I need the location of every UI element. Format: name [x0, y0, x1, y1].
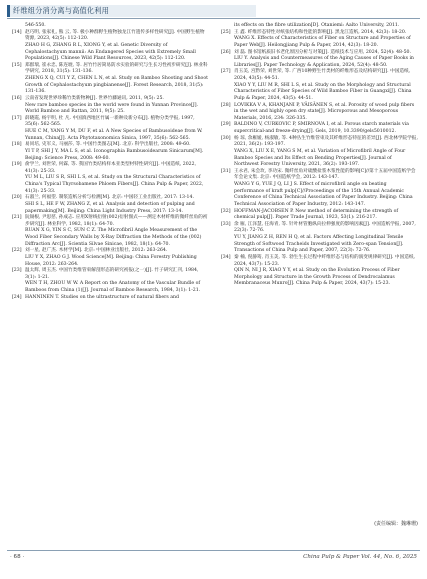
- reference-text: BALDINO V, CURKOVIC P, SMIRNOVA I, et al. Porous starch materials via supercritical-and freeze-drying[J]. Gels, 2019, 10.3390/gels5010012.: [234, 122, 409, 134]
- reference-entry: [12, 30, 209, 43]
- reference-entry: [221, 56, 418, 69]
- reference-entry: [12, 195, 209, 202]
- reference-entry: [12, 76, 209, 96]
- reference-text: 易同培, 史军义, 马丽莎, 等. 中国竹类图志[M]. 北京: 科学出版社, 2008: 49-60.: [25, 142, 191, 148]
- reference-entry: [221, 23, 418, 30]
- footer-rule: [7, 550, 420, 551]
- reference-entry: [12, 63, 209, 76]
- reference-text: 温太辉, 周玉杰. 中国竹类维管束解剖形态的研究初报(之一)[J]. 竹子研究汇刊, 1984, 3(1): 1-21.: [25, 268, 199, 280]
- reference-text: 赵巧明, 张家礼, 熊 云, 等. 极小种群野生植物独龙江竹遗传多样性研究[J]. 中国野生植物资源, 2023, 42(5): 112-120.: [25, 29, 205, 42]
- reference-text: LIU Y. Analysis and Countermeasures of the Aging Causes of Paper Books in Libraries[J]. Paper Technology & Application, 2024, 52(4): 48-50.: [234, 56, 414, 68]
- reference-number: [31]: [221, 168, 231, 174]
- reference-text: RUAN X G, YIN S C, SUN C Z. The Microfibril Angle Measurement of the Wood Fiber Secondary Walls by X-Ray Diffraction the Methods of the (002) Diffraction Arc[J]. Scientia Silvae Sinicae, 1982, 18(1): 64-70.: [25, 228, 202, 247]
- journal-footer: China Pulp & Paper Vol. 44, No. 6, 2025: [303, 554, 417, 560]
- reference-text: New rare bamboo species in the world were found in Yunnan Province[J]. World Bamboo and Rattan, 2011, 9(5): 25.: [25, 102, 199, 115]
- reference-entry: [221, 182, 418, 209]
- header-rule: [7, 18, 420, 19]
- reference-number: [20]: [12, 195, 22, 201]
- reference-text: ZHAO H G, ZHANG R L, XIONG Y, et al. Genetic Diversity of Cephalostachyum mannii: An Endangered Species with Extremely Small Populations[J]. Chinese Wild Plant Resources, 2023, 42(5): 112-120.: [25, 42, 196, 62]
- reference-entry: [12, 268, 209, 281]
- reference-entry: [12, 23, 209, 30]
- reference-text: 肖玉美, 宫黔荣, 刘世荣, 等. 广西10种野生竹类材的纤维形态及结构研究[J]. 中国造纸, 2024, 43(5): 44-51.: [234, 69, 411, 81]
- reference-number: [24]: [12, 294, 22, 300]
- reference-text: YI T P, SHI J Y, MA L S, et al. Iconographia Bambusoidearum Sinicarum[M]. Beijing: Science Press, 2008: 49-60.: [25, 148, 204, 161]
- reference-entry: [12, 202, 209, 215]
- reference-entry: [12, 162, 209, 175]
- reference-entry: [221, 268, 418, 288]
- reference-entry: [221, 83, 418, 103]
- reference-entry: [221, 255, 418, 268]
- reference-text: 杨 琼, 余雁媛, 杨淑敏, 等. 4种丛生竹维管束及其纤维形态特征的差异[J]. 西北林学院学报, 2021, 36(2): 193-197.: [234, 135, 418, 148]
- reference-entry: [12, 175, 209, 195]
- reference-text: 阮锡根, 尹思慈, 孙成志. 应用X射线衍射(002)衍射图式——测定木材纤维的微纤丝角的初步研究[J]. 林业科学, 1982, 18(1): 64-70.: [25, 215, 208, 227]
- reference-number: [33]: [221, 221, 231, 227]
- reference-entry: [221, 36, 418, 49]
- reference-number: [27]: [221, 69, 231, 75]
- reference-text: 刘一星, 赵广杰. 木材学[M]. 北京: 中国林业出版社, 2012: 263-264.: [25, 248, 168, 254]
- reference-text: 俞学兰, 刘世荣, 何霖, 等. 我国竹类结构样本亚类型材特性研究[J]. 中国造纸, 2022, 41(3): 25-33.: [25, 162, 197, 174]
- reference-entry: [12, 295, 209, 302]
- reference-text: 王永君, 朱会玫, 李功宋. 微纤丝角对硫酸盐浆木浆性能的影响[C]//第十五届中国造纸学会年会论文集. 北京: 中国造纸学会, 2012: 143-147.: [234, 168, 416, 181]
- reference-text: HUE C M, YANG Y M, DU F, et al. A New Species of Bambusoideae from W. Yunnan, China[J]. Acta Phytotaxonomica Sinica, 1997, 35(6): 562-565.: [25, 129, 203, 141]
- reference-number: [28]: [221, 102, 231, 108]
- reference-entry: [12, 142, 209, 149]
- reference-entry: [12, 281, 209, 294]
- reference-text: 郑群瑞, 崔永忠, 陈连琥, 等. 居竹竹居简易防水实验的研究与生长习性初步研究[J]. 林业科学研究, 2018, 31(5): 131-136.: [25, 62, 208, 75]
- reference-text: HANNINEN T. Studies on the ultrastructure of natural fibers and: [25, 294, 179, 300]
- reference-text: 秦 楠, 倪静筠, 肖玉美, 等. 勃生生长过程中纤维形态与结构的演变规律研究[J]. 中国造纸, 2024, 43(7): 15-23.: [234, 254, 415, 267]
- reference-text: HOFFMAN-JACOBSEN P. New method of determining the strength of chemical pulp[J]. Paper Trade Journal, 1923, 53(1): 216-217.: [234, 208, 399, 221]
- reference-text: WANG X. Effects of Characteristics of Fiber on Structure and Properties of Paper Web[J]. Heilongjiang Pulp & Paper, 2014, 42(3): 18-20.: [234, 36, 411, 48]
- reference-number: [15]: [12, 62, 22, 68]
- reference-number: [23]: [12, 268, 22, 274]
- reference-number: [14]: [12, 29, 22, 35]
- section-header: 纤维组分消分离与高值化利用: [7, 5, 256, 17]
- reference-text: 云南省发现世界珍稀竹类新物种[J]. 世界竹藤通讯, 2011, 9(5): 25.: [25, 95, 164, 101]
- reference-text: SHI S L, HE F W, ZHANG Z, et al. Analysis and detection of pulping and papermaking[M]. Beijing: China Light Industry Press, 2017: 13-14.: [25, 201, 195, 214]
- reference-text: YU Y, JIANG Z H, REN H Q, et al. Factors Affecting Longitudinal Tensile Strength of Softwood Tracheids Investigated with Zero-span Tension[J]. Transactions of China Pulp and Paper, 2007, 22(3): 72-76.: [234, 235, 404, 254]
- reference-number: [26]: [221, 49, 231, 55]
- reference-number: [18]: [12, 142, 22, 148]
- reference-number: [32]: [221, 208, 231, 214]
- reference-entry: [12, 215, 209, 228]
- reference-text: 余 雁, 江泽慧, 任海青, 等. 针叶材管胞纵向拉伸强度的影响因素[J]. 中国造纸学报, 2007, 22(3): 72-76.: [234, 221, 416, 234]
- reference-number: [21]: [12, 215, 22, 221]
- reference-number: [34]: [221, 254, 231, 260]
- reference-entry: [221, 149, 418, 169]
- reference-entry: [12, 43, 209, 63]
- reference-number: [25]: [221, 29, 231, 35]
- reference-entry: [221, 122, 418, 135]
- reference-number: [22]: [12, 248, 22, 254]
- reference-number: [17]: [12, 115, 22, 121]
- reference-entry: [12, 116, 209, 129]
- reference-entry: [12, 103, 209, 116]
- reference-text: LIU Y X, ZHAO G J. Wood Science[M]. Beijing: China Forestry Publishing House, 2012: 263-264.: [25, 254, 197, 267]
- reference-number: [30]: [221, 135, 231, 141]
- reference-number: [16]: [12, 95, 22, 101]
- reference-text: YANG X, LIU X E, YANG S M, et al. Variation of Microfibril Angle of Four Bamboo Species and Its Effect on Bending Properties[J]. Journal of Northwest Forestry University, 2021, 36(2): 193-197.: [234, 148, 406, 168]
- references-right-column: [221, 23, 418, 288]
- reference-text: YU M L, LIU S R, SHI L S, et al. Study on the Structural Characteristics of China's Typical Thyrsobamene Phloem Fibers[J]. China Pulp & Paper, 2022, 41(3): 25-33.: [25, 175, 204, 194]
- editor-note: (责任编辑：魏琳珊): [374, 521, 418, 527]
- reference-entry: [221, 209, 418, 222]
- reference-text: 薛晓霞, 杨宇明, 杜 凡. 中国滇西地区竹属一新种及新分布[J]. 植物分类学报, 1997, 35(6): 562-565.: [25, 115, 195, 128]
- reference-entry: [221, 136, 418, 149]
- reference-text: 546-550.: [25, 23, 46, 28]
- reference-entry: [12, 255, 209, 268]
- reference-text: 王 鑫. 纤维形态特性对纸张结构和性能的影响[J]. 黑龙江造纸, 2014, 42(3): 18-20.: [234, 29, 407, 35]
- references-left-column: [12, 23, 209, 301]
- reference-text: WANG Y G, YUE J Q, LI J S. Effect of microfibril angle on beating performance of kraft pulp[C]//Proceedings of the 15th Annual Academic Conference of China Technical Association of Paper Industry. Beijing: China Technical Association of Paper Industry, 2012: 143-147.: [234, 182, 413, 207]
- reference-entry: [12, 149, 209, 162]
- reference-number: [29]: [221, 122, 231, 128]
- reference-entry: [12, 228, 209, 248]
- page-number: · 68 ·: [10, 554, 25, 560]
- reference-entry: [221, 222, 418, 235]
- reference-text: 刘 磊. 图书馆纸质旧书老化原因分析与对策[J]. 造纸技术与应用, 2024, 52(4): 48-50.: [234, 49, 411, 55]
- reference-entry: [221, 235, 418, 255]
- reference-entry: [12, 129, 209, 142]
- reference-text: XIAO Y Y, LIU M R, SHI L S, et al. Study on the Morphology and Structural Characteristics of Fiber Species of Wild Bamboo Fiber in Guangxi[J]. China Pulp & Paper, 2024, 43(5): 44-51.: [234, 82, 412, 101]
- reference-text: WEN T H, ZHOU W W. A Report on the Anatomy of the Vascular Bundle of Bamboos from China (1)[J]. Journal of Bamboo Research, 1984, 3(1): 1-21.: [25, 281, 201, 293]
- reference-entry: [221, 103, 418, 123]
- reference-text: QIN N, NI J R, XIAO Y Y, et al. Study on the Evolution Process of Fiber Morphology and Structure in the Growth Process of Dendrocalamus Membranaceus Munro[J]. China Pulp & Paper, 2024, 43(7): 15-23.: [234, 268, 400, 287]
- reference-entry: [12, 96, 209, 103]
- reference-text: its effects on the fibre utilization[D]. Otaniemi: Aalto University, 2011.: [234, 23, 400, 28]
- reference-entry: [221, 169, 418, 182]
- reference-number: [19]: [12, 162, 22, 168]
- reference-text: 石淑兰, 何福望. 制浆造纸分析与检测[M]. 北京: 中国轻工业出版社, 2017: 13-14.: [25, 195, 194, 201]
- reference-entry: [221, 69, 418, 82]
- reference-text: ZHENG X Q, CUI Y Z, CHEN L N, et al. Study on Bamboo Shooting and Shoot Growth of Cephalostachyum pingbianense[J]. Forest Research, 2018, 31(5): 131-136.: [25, 76, 209, 95]
- reference-entry: [12, 248, 209, 255]
- reference-text: LOVIKKA V A, KHANJANI P, VÄISÄNEN S, et al. Porosity of wood pulp fibers in the wet and highly open dry state[J]. Microporous and Mesoporous Materials, 2016, 234: 326-335.: [234, 102, 415, 121]
